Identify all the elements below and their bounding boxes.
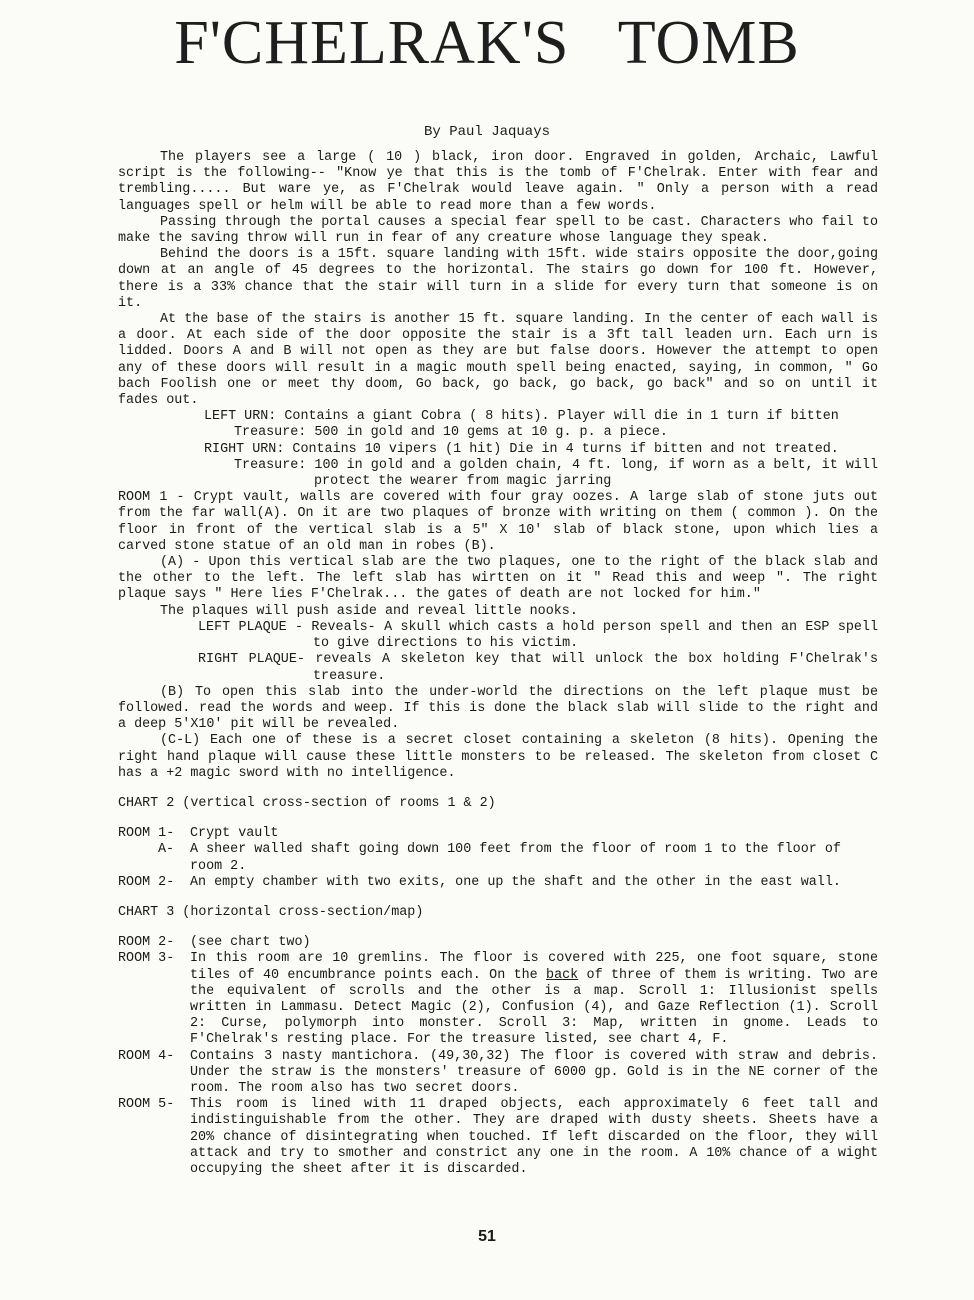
right-urn-label: RIGHT URN: <box>204 441 285 457</box>
left-plaque-entry: LEFT PLAQUE - Reveals- A skull which casts a hold person spell and then an ESP spell to give directions to his victim. <box>198 619 878 652</box>
chart2-room2 <box>118 875 878 891</box>
paragraph-landing: At the base of the stairs is another 15 ft. square landing. In the center of each wall is a door. At each side of the door opposite the stair is a 3ft tall leaden urn. Each urn is lidded. Doors A and B will not open as they are but false doors. However the attempt to open any of these doors will result in a magic mouth spell being enacted, saying, in common, " Go bach Foolish one or meet thy doom, Go back, go back, go back, go back" and so on until it fades out. <box>118 312 878 409</box>
room-text: A sheer walled shaft going down 100 feet from the floor of room 1 to the floor of room 2. <box>190 842 841 874</box>
chart3-room5 <box>118 1097 878 1178</box>
room-label: ROOM 5- <box>118 1097 175 1113</box>
room-text: Crypt vault <box>190 826 279 842</box>
chart2-room1 <box>118 826 878 842</box>
room-label: ROOM 3- <box>118 951 175 967</box>
right-urn-entry <box>204 442 878 458</box>
room-text: An empty chamber with two exits, one up the shaft and the other in the east wall. <box>190 874 841 890</box>
left-urn-text: Contains a giant Cobra ( 8 hits). Player will die in 1 turn if bitten <box>284 409 839 425</box>
chart3-heading: CHART 3 (horizontal cross-section/map) <box>118 904 424 920</box>
right-urn-text: Contains 10 vipers (1 hit) Die in 4 turns if bitten and not treated. <box>292 441 839 457</box>
paragraph-room1: ROOM 1 - Crypt vault, walls are covered with four gray oozes. A large slab of stone juts out from the far wall(A). On it are two plaques of bronze with writing on them ( common ). On the floor in front of the vertical slab is a 5" X 10' slab of black stone, upon which lies a carved stone statue of an old man in robes (B). <box>118 490 878 554</box>
chart3-room4 <box>118 1049 878 1098</box>
right-plaque-entry: RIGHT PLAQUE- reveals A skeleton key that will unlock the box holding F'Chelrak's treasure. <box>198 652 878 684</box>
byline: By Paul Jaquays <box>423 124 551 140</box>
page-number: 51 <box>478 1228 496 1245</box>
room-text <box>190 951 878 1048</box>
paragraph-slab-b: (B) To open this slab into the under-world the directions on the left plaque must be followed. read the words and weep. If this is done the black slab will slide to the right and a deep 5'X10' pit will be revealed. <box>118 684 878 733</box>
room-text: This room is lined with 11 draped objects, each approximately 6 feet tall and indistinguishable from the other. They are draped with dusty sheets. Sheets have a 20% chance of disintegrating when touched. If left discarded on the floor, they will attack and try to smother and constrict any one in the room. A 10% chance of a wight occupying the sheet after it is discarded. <box>190 1097 878 1177</box>
chart3-room2 <box>118 935 878 951</box>
room-label: A- <box>158 842 175 858</box>
left-urn-entry <box>204 409 878 425</box>
paragraph-plaques-push: The plaques will push aside and reveal little nooks. <box>160 603 578 619</box>
page-title: F'CHELRAK'S TOMB <box>174 9 800 77</box>
room3-text-b: of three of them is writing. Two are the equivalent of scrolls and the other is a map. Scroll 1: Illusionist spells written in Lammasu. Detect Magic (2), Confusion (4), and Gaze Reflection (1). Scroll 2: Curse, polymorph into monster. Scroll 3: Map, written in gnome. Leads to F'Chelrak's resting place. For the treasure listed, see chart 4, F. <box>190 967 878 1048</box>
right-urn-treasure: Treasure: 100 in gold and a golden chain, 4 ft. long, if worn as a belt, it will protect the wearer from magic jarring <box>234 457 878 490</box>
room-label: ROOM 2- <box>118 935 175 951</box>
room-label: ROOM 1- <box>118 826 175 842</box>
room-text: Contains 3 nasty mantichora. (49,30,32) The floor is covered with straw and debris. Under the straw is the monsters' treasure of 6000 gp. Gold is in the NE corner of the room. The room also has two secret doors. <box>190 1048 878 1096</box>
room3-underlined-word: back <box>546 967 579 983</box>
paragraph-portal: Passing through the portal causes a special fear spell to be cast. Characters who fail to make the saving throw will run in fear of any creature whose language they speak. <box>118 214 878 247</box>
chart2-heading: CHART 2 (vertical cross-section of rooms 1 & 2) <box>118 795 496 811</box>
chart2-shaft-a <box>118 842 878 874</box>
left-urn-treasure: Treasure: 500 in gold and 10 gems at 10 g. p. a piece. <box>234 425 668 441</box>
room-label: ROOM 4- <box>118 1048 175 1064</box>
paragraph-slab-a: (A) - Upon this vertical slab are the two plaques, one to the right of the black slab and the other to the left. The left slab has wirtten on it " Read this and weep ". The right plaque says " Here lies F'Chelrak... the gates of death are not locked for him." <box>118 555 878 603</box>
chart3-room3 <box>118 951 878 1048</box>
room-text: (see chart two) <box>190 935 311 951</box>
left-urn-label: LEFT URN: <box>204 409 277 425</box>
paragraph-stairs: Behind the doors is a 15ft. square landing with 15ft. wide stairs opposite the door,going down at an angle of 45 degrees to the horizontal. The stairs go down for 100 ft. However, there is a 33% chance that the stair will turn in a slide for every turn that someone is on it. <box>118 247 878 311</box>
room-label: ROOM 2- <box>118 874 175 890</box>
article-body <box>118 150 878 1178</box>
paragraph-closets: (C-L) Each one of these is a secret closet containing a skeleton (8 hits). Opening the right hand plaque will cause these little monsters to be released. The skeleton from closet C has a +2 magic sword with no intelligence. <box>118 733 878 781</box>
paragraph-door: The players see a large ( 10 ) black, iron door. Engraved in golden, Archaic, Lawful script is the following-- "Know ye that this is the tomb of F'Chelrak. Enter with fear and trembling..... But ware ye, as F'Chelrak would leave again. " Only a person with a read languages spell or helm will be able to read more than a few words. <box>118 150 878 214</box>
room3-text-a: In this room are 10 gremlins. The floor is covered with 225, one foot square, stone tiles of 40 encumbrance points each. On the <box>190 951 878 983</box>
